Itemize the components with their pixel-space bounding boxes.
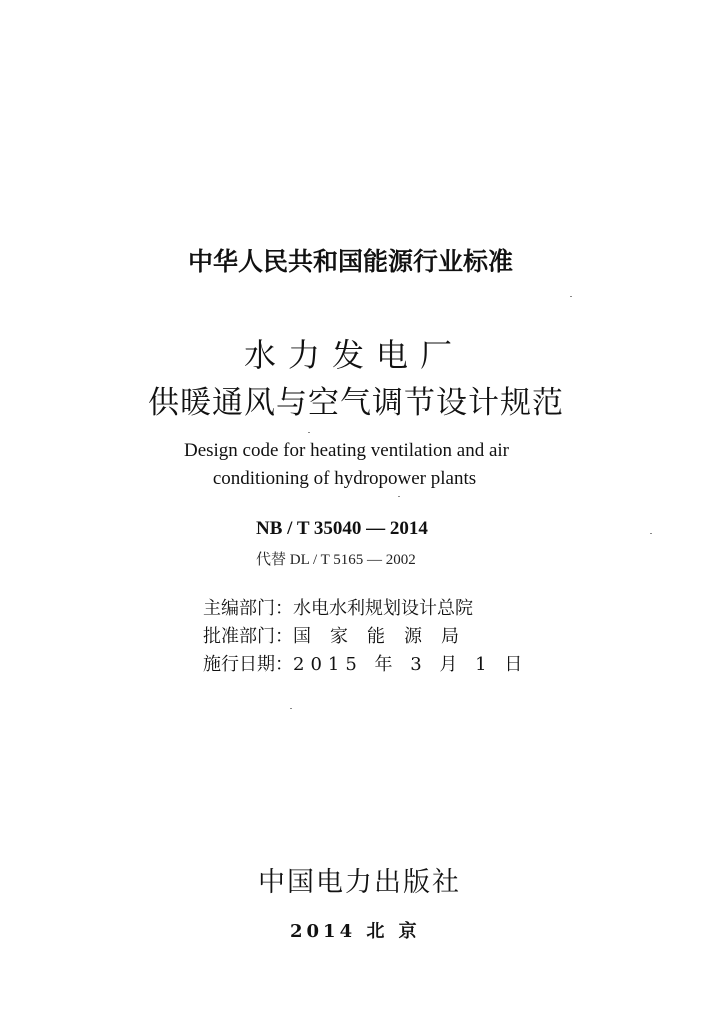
approver-value: 国家能源局	[293, 626, 478, 647]
english-title-line-1: Design code for heating ventilation and air	[183, 440, 509, 461]
approver-row	[203, 622, 478, 648]
publisher: 中国电力出版社	[258, 867, 461, 898]
standard-category: 中华人民共和国能源行业标准	[188, 247, 514, 276]
title-line-1: 水力发电厂	[244, 336, 465, 374]
editor-value: 水电水利规划设计总院	[293, 598, 473, 619]
publish-year-place: 2014 北 京	[290, 921, 421, 942]
approver-label: 批准部门：	[203, 626, 293, 647]
scan-speck	[290, 708, 292, 709]
effective-date-value: 2015 年 3 月 1 日	[293, 654, 529, 675]
effective-date-row	[203, 650, 528, 676]
replaces-standard: 代替 DL / T 5165 — 2002	[256, 552, 416, 568]
scan-speck	[308, 432, 310, 433]
editor-row	[203, 594, 473, 620]
scan-speck	[398, 496, 400, 497]
english-title-line-2: conditioning of hydropower plants	[212, 468, 477, 489]
scan-speck	[650, 533, 652, 534]
standard-number: NB / T 35040 — 2014	[256, 518, 428, 539]
editor-label: 主编部门：	[203, 598, 293, 619]
scan-speck	[570, 296, 572, 297]
title-line-2: 供暖通风与空气调节设计规范	[148, 385, 564, 421]
effective-date-label: 施行日期：	[203, 654, 293, 675]
